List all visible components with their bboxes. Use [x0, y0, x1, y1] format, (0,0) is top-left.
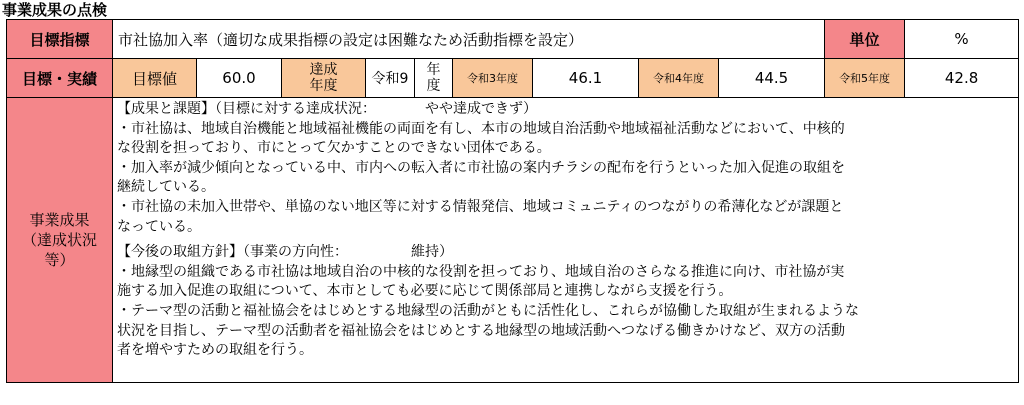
achievement-year-label: 達成 年度	[282, 59, 366, 98]
r5-label: 令和5年度	[825, 59, 905, 98]
target-indicator-label: 目標指標	[7, 20, 113, 59]
achievement-year-era: 令和9	[366, 59, 415, 98]
r3-label: 令和3年度	[453, 59, 533, 98]
target-actual-row	[7, 59, 1019, 98]
r4-label: 令和4年度	[639, 59, 719, 98]
indicator-text: 市社協加入率（適切な成果指標の設定は困難なため活動指標を設定）	[113, 20, 825, 59]
results-line: なっている。	[117, 218, 201, 235]
unit-label: 単位	[825, 20, 905, 59]
results-line: ・加入率が減少傾向となっている中、市内への転入者に市社協の案内チラシの配布を行うといった加入促進の取組を	[117, 159, 845, 176]
indicator-row	[7, 20, 1019, 59]
results-row	[7, 98, 1019, 383]
results-line: 継続している。	[117, 179, 215, 196]
results-body	[113, 98, 1019, 383]
unit-value: %	[905, 20, 1019, 59]
results-line: ・市社協は、地域自治機能と地域福祉機能の両面を有し、本市の地域自治活動や地域福祉活動などにおいて、中核的	[117, 120, 845, 137]
policy-heading: 【今後の取組方針】（事業の方向性： 維持）	[117, 244, 453, 261]
results-line: ・市社協の未加入世帯や、単協のない地区等に対する情報発信、地域コミュニティのつながりの希薄化などが課題と	[117, 198, 844, 215]
policy-line: ・地縁型の組織である市社協は地域自治の中核的な役割を担っており、地域自治のさらなる推進に向け、市社協が実	[117, 263, 845, 280]
achievement-year-suffix: 年 度	[415, 59, 453, 98]
results-heading: 【成果と課題】（目標に対する達成状況： やや達成できず）	[117, 101, 537, 117]
target-actual-label: 目標・実績	[7, 59, 113, 98]
target-value-label: 目標値	[113, 59, 197, 98]
evaluation-table	[6, 19, 1019, 383]
policy-line: 施する加入促進の取組について、本市としても必要に応じて関係部局と連携しながら支援を行う。	[117, 283, 733, 300]
r4-value: 44.5	[719, 59, 825, 98]
target-value: 60.0	[197, 59, 282, 98]
results-label: 事業成果 （達成状況 等）	[7, 98, 113, 383]
r5-value: 42.8	[905, 59, 1019, 98]
r3-value: 46.1	[533, 59, 639, 98]
policy-line: ・テーマ型の活動と福祉協会をはじめとする地縁型の活動がともに活性化し、これらが協働した取組が生まれるような	[117, 302, 859, 319]
page-title: 事業成果の点検	[2, 1, 108, 19]
policy-line: 者を増やすための取組を行う。	[117, 342, 313, 359]
policy-line: 状況を目指し、テーマ型の活動者を福祉協会をはじめとする地縁型の地域活動へつなげる働きかけなど、双方の活動	[117, 322, 845, 339]
results-line: な役割を担っており、市にとって欠かすことのできない団体である。	[117, 140, 551, 157]
